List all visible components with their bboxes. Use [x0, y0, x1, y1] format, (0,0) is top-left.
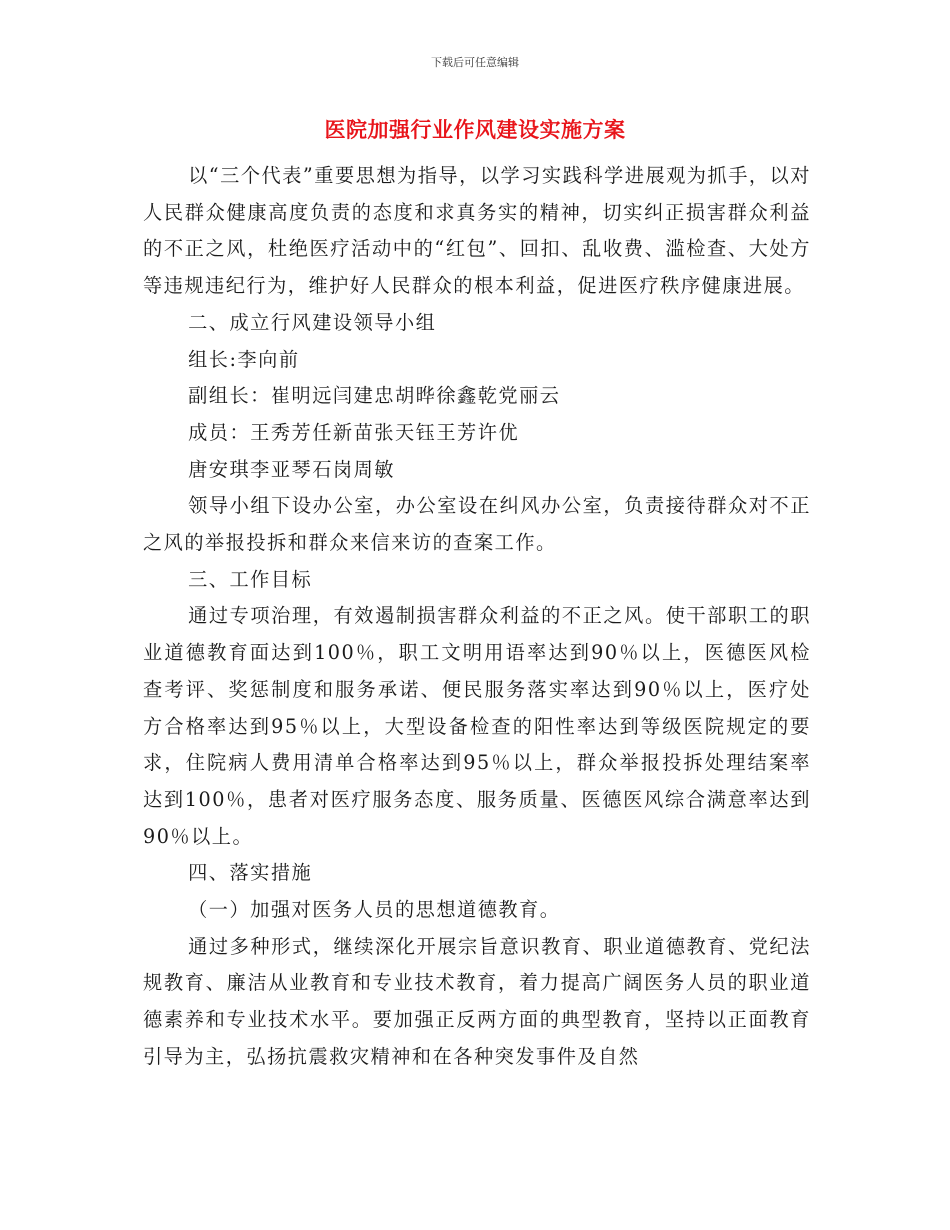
team-members: 成员：王秀芳任新苗张天钰王芳许优 [188, 420, 520, 444]
paragraph-goals: 通过专项治理，有效遏制损害群众利益的不正之风。使干部职工的职业道德教育面达到100％，职工文明用语率达到90％以上，医德医风检查考评、奖惩制度和服务承诺、便民服务落实率达到90％以上，医疗处方合格率达到95％以上，大型设备检查的阳性率达到等级医院规定的要求，住院病人费用清单合格率达到95％以上，群众举报投拆处理结案率达到100％，患者对医疗服务态度、服务质量、医德医风综合满意率达到90％以上。 [143, 604, 811, 848]
team-leader: 组长:李向前 [188, 347, 300, 371]
section-heading-goals: 三、工作目标 [188, 567, 313, 591]
section-heading-leadership: 二、成立行风建设领导小组 [188, 310, 437, 334]
deputy-leaders: 副组长：崔明远闫建忠胡晔徐鑫乾党丽云 [188, 384, 561, 408]
page-header-note: 下载后可任意编辑 [431, 56, 519, 69]
paragraph-office: 领导小组下设办公室，办公室设在纠风办公室，负责接待群众对不正之风的举报投拆和群众来信来访的查案工作。 [143, 494, 811, 555]
document-title: 医院加强行业作风建设实施方案 [324, 118, 626, 142]
paragraph-guiding-principle: 以“三个代表”重要思想为指导，以学习实践科学进展观为抓手，以对人民群众健康高度负责的态度和求真务实的精神，切实纠正损害群众利益的不正之风，杜绝医疗活动中的“红包”、回扣、乱收费、滥检查、大处方等违规违纪行为，维护好人民群众的根本利益，促进医疗秩序健康进展。 [143, 164, 811, 298]
section-heading-measures: 四、落实措施 [188, 861, 313, 885]
subsection-heading-education: （一）加强对医务人员的思想道德教育。 [188, 898, 561, 922]
paragraph-education: 通过多种形式，继续深化开展宗旨意识教育、职业道德教育、党纪法规教育、廉洁从业教育和专业技术教育，着力提高广阔医务人员的职业道德素养和专业技术水平。要加强正反两方面的典型教育，坚持以正面教育引导为主，弘扬抗震救灾精神和在各种突发事件及自然 [143, 934, 811, 1068]
team-members-continued: 唐安琪李亚琴石岗周敏 [188, 457, 395, 481]
document-body [143, 158, 811, 1076]
